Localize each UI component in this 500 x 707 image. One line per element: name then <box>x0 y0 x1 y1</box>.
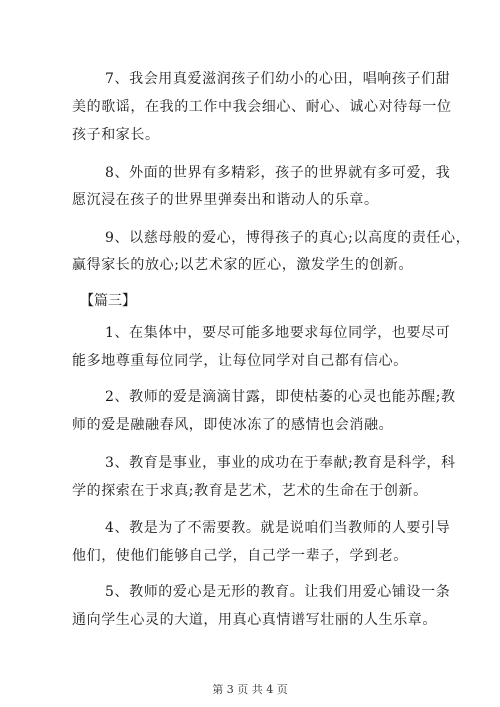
text-line: 2、教师的爱是滴滴甘露，即使枯萎的心灵也能苏醒;教 <box>105 389 456 405</box>
text-line: 1、在集体中，要尽可能多地要求每位同学，也要尽可 <box>105 325 451 341</box>
text-line: 3、教育是事业，事业的成功在于奉献;教育是科学，科 <box>105 455 456 471</box>
text-line: 美的歌谣，在我的工作中我会细心、耐心、诚心对待每一位 <box>72 99 452 115</box>
text-line: 赢得家长的放心;以艺术家的匠心，激发学生的创新。 <box>72 257 414 273</box>
text-line: 学的探索在于求真;教育是艺术，艺术的生命在于创新。 <box>72 483 428 499</box>
text-line: 愿沉浸在孩子的世界里弹奏出和谐动人的乐章。 <box>72 192 379 208</box>
text-line: 5、教师的爱心是无形的教育。让我们用爱心铺设一条 <box>105 584 451 600</box>
text-line: 7、我会用真爱滋润孩子们幼小的心田，唱响孩子们甜 <box>105 71 451 87</box>
text-line: 他们，使他们能够自己学，自己学一辈子，学到老。 <box>72 548 408 564</box>
page-footer: 第 3 页 共 4 页 <box>212 683 288 696</box>
text-line: 8、外面的世界有多精彩，孩子的世界就有多可爱，我 <box>105 165 451 181</box>
text-line: 师的爱是融融春风，即使冰冻了的感情也会消融。 <box>72 417 394 433</box>
text-line: 通向学生心灵的大道，用真心真情谱写壮丽的人生乐章。 <box>72 612 437 628</box>
text-line: 能多地尊重每位同学，让每位同学对自己都有信心。 <box>72 353 408 369</box>
section-heading: 【篇三】 <box>80 293 136 309</box>
text-line: 9、以慈母般的爱心，博得孩子的真心;以高度的责任心， <box>105 230 471 246</box>
text-line: 孩子和家长。 <box>72 127 160 143</box>
text-line: 4、教是为了不需要教。就是说咱们当教师的人要引导 <box>105 520 451 536</box>
